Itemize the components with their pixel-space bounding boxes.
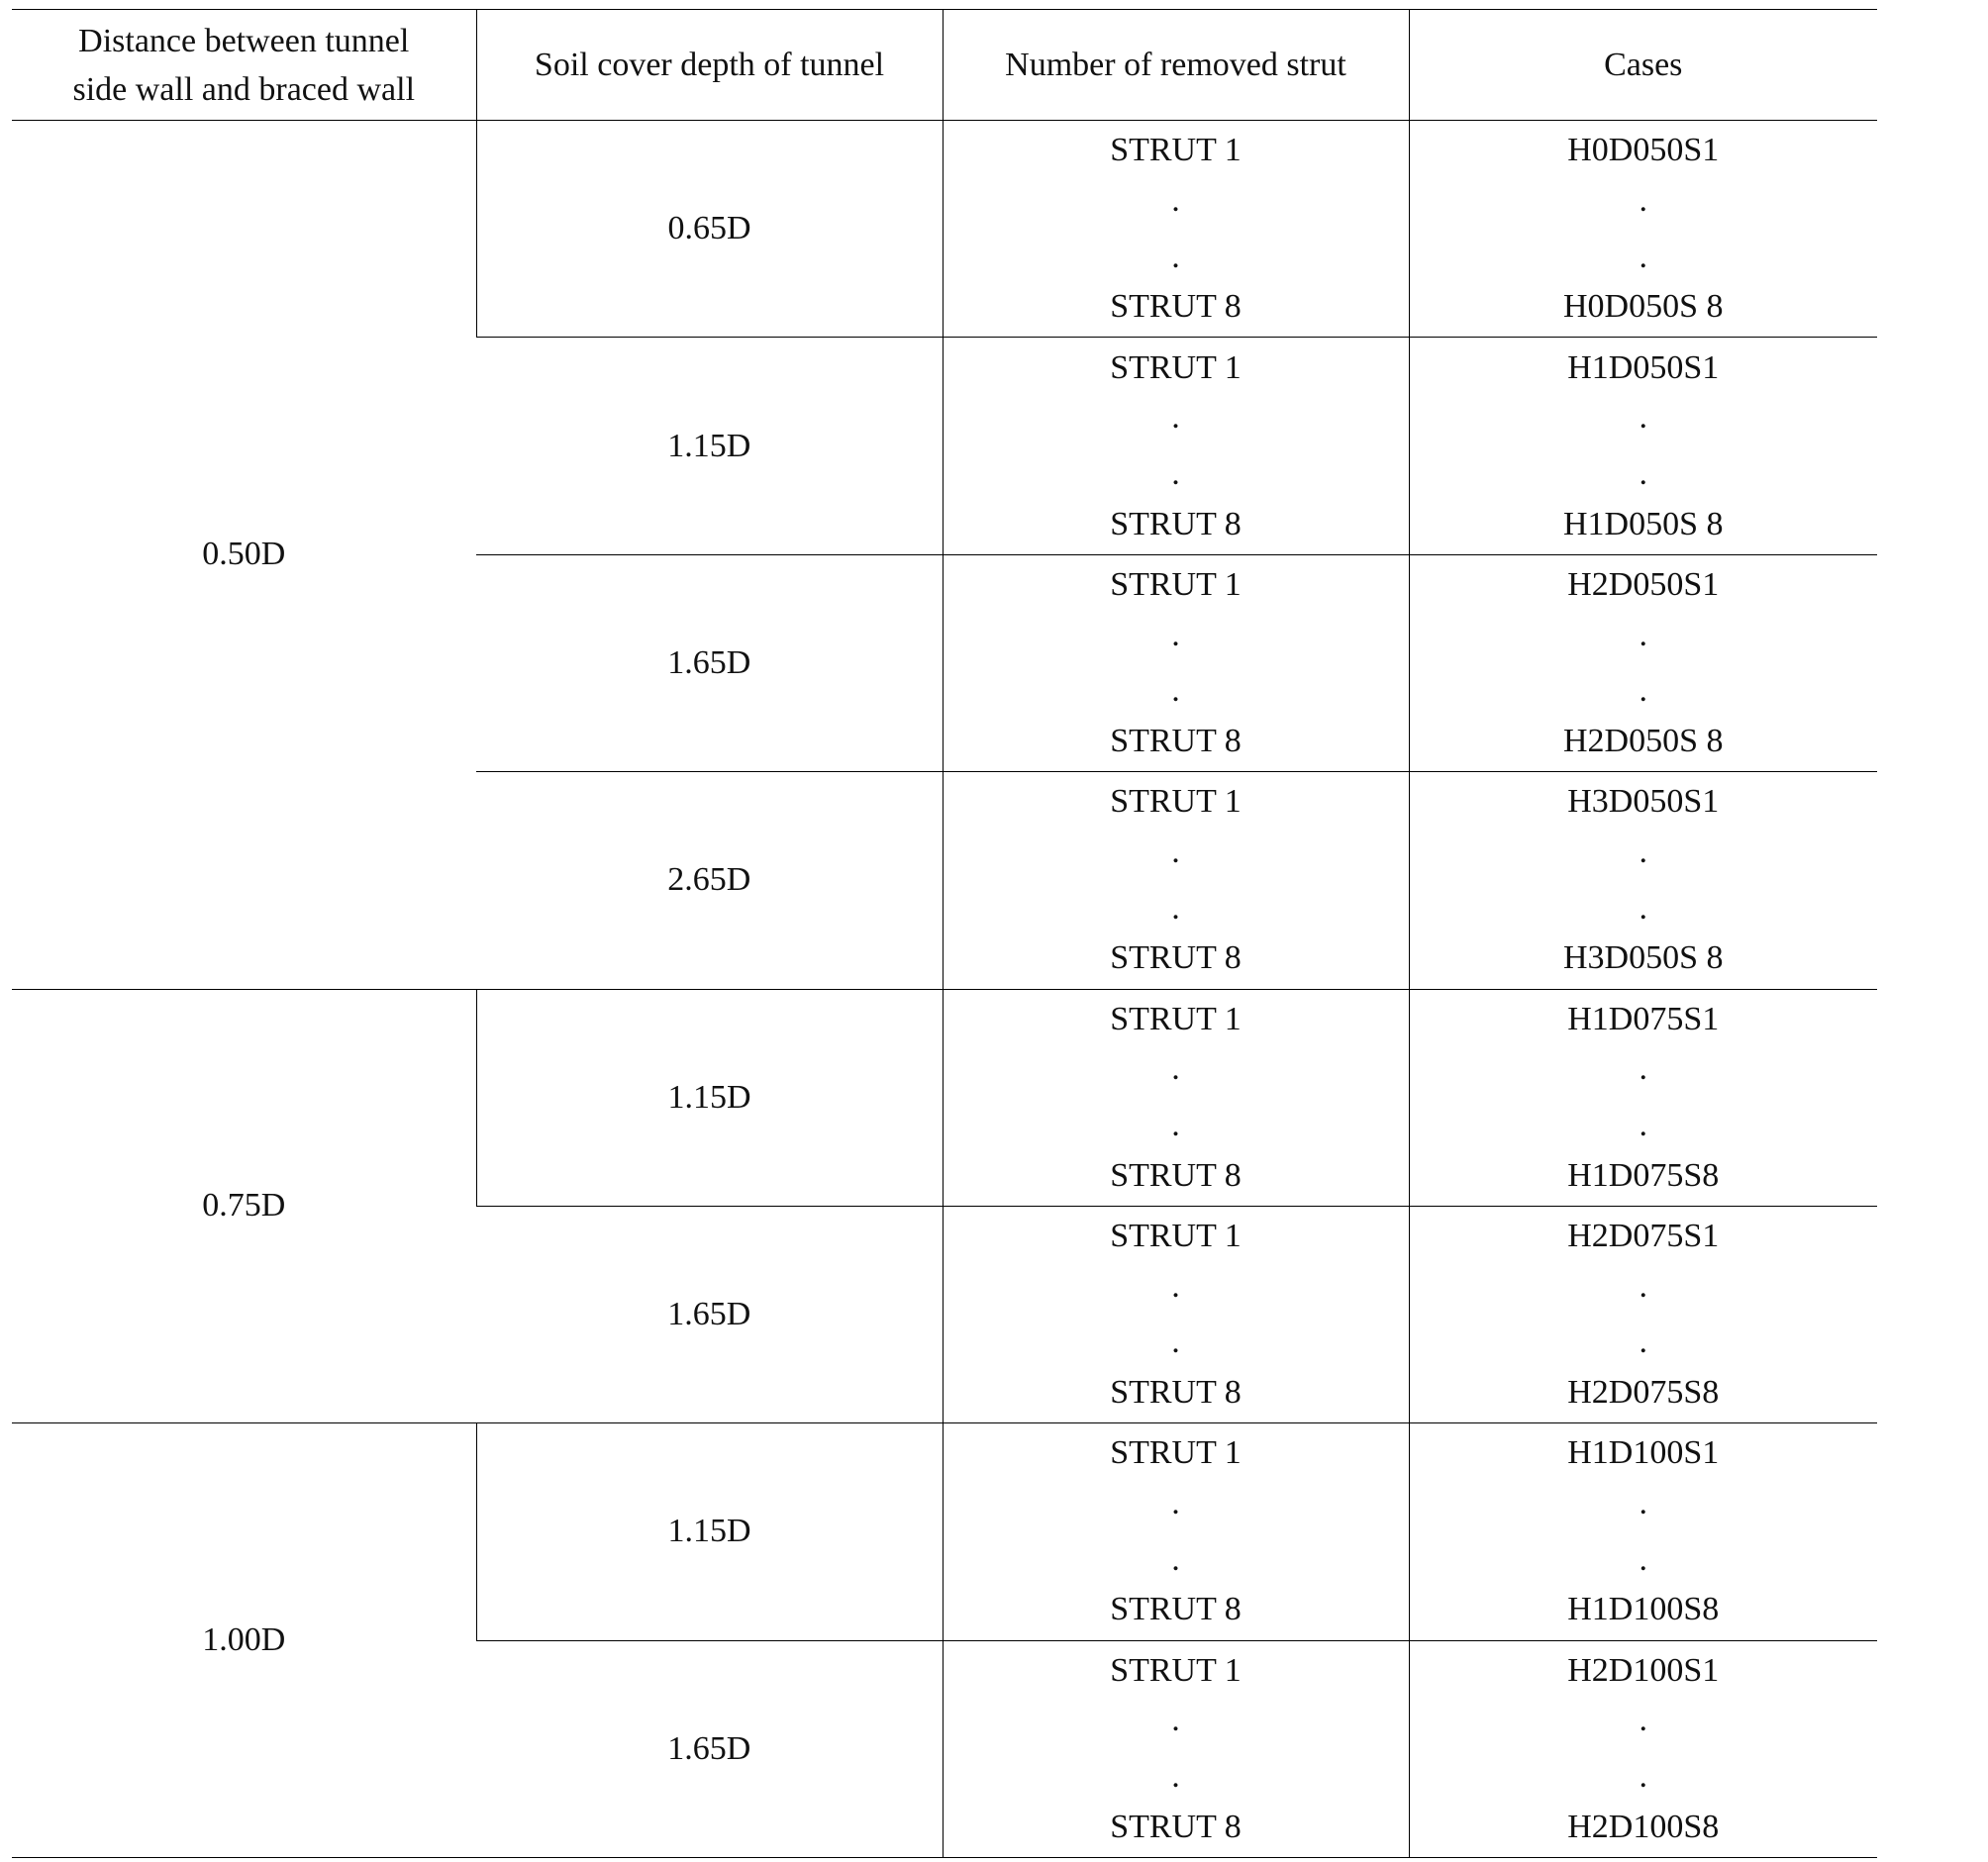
ellipsis-dot: . [1639,1050,1647,1088]
distance-cell: 0.75D [12,989,476,1423]
case-cell-stack [1410,1651,1878,1847]
soil-depth-cell: 1.65D [476,554,943,771]
case-cell [1409,989,1877,1206]
ellipsis-dot: . [1639,1485,1647,1522]
ellipsis-dot: . [1171,1267,1180,1305]
removed-strut-cell-value: STRUT 1 [1110,1651,1242,1689]
case-cell-stack [1410,1217,1878,1413]
case-cell-value: H2D050S1 [1567,565,1720,603]
soil-depth-cell: 1.15D [476,989,943,1206]
removed-strut-cell-value: STRUT 1 [1110,565,1242,603]
case-cell-value: H0D050S 8 [1562,288,1724,326]
ellipsis-dot: . [1639,833,1647,870]
ellipsis-dot: . [1171,181,1180,219]
ellipsis-dot: . [1639,1323,1647,1361]
case-cell-value: H1D075S8 [1567,1156,1720,1194]
case-cell-value: H3D050S1 [1567,783,1720,821]
ellipsis-dot: . [1171,238,1180,275]
case-cell-value: H1D075S1 [1567,1000,1720,1037]
case-cell-value: H1D050S 8 [1562,505,1724,542]
ellipsis-dot: . [1639,1107,1647,1143]
removed-strut-cell-value: STRUT 1 [1110,1218,1242,1255]
removed-strut-cell-stack [944,1217,1409,1413]
removed-strut-cell-value: STRUT 8 [1110,722,1242,759]
table-header [12,10,1877,121]
removed-strut-cell-stack [944,1000,1409,1196]
removed-strut-cell-value: STRUT 8 [1110,1156,1242,1194]
table-body [12,121,1877,1858]
ellipsis-dot: . [1171,1323,1180,1361]
ellipsis-dot: . [1639,454,1647,492]
removed-strut-cell-stack [944,131,1409,327]
ellipsis-dot: . [1171,399,1180,437]
distance-cell: 1.00D [12,1423,476,1858]
case-cell [1409,554,1877,771]
soil-depth-cell: 2.65D [476,772,943,989]
case-cell-stack [1410,131,1878,327]
removed-strut-cell-value: STRUT 1 [1110,783,1242,821]
ellipsis-dot: . [1171,1485,1180,1522]
ellipsis-dot: . [1171,1702,1180,1739]
ellipsis-dot: . [1639,238,1647,275]
case-cell-value: H2D075S8 [1567,1374,1720,1412]
removed-strut-cell-stack [944,1651,1409,1847]
ellipsis-dot: . [1639,399,1647,437]
removed-strut-cell-value: STRUT 8 [1110,288,1242,326]
soil-depth-cell: 1.15D [476,338,943,554]
case-cell-value: H3D050S 8 [1562,939,1724,977]
ellipsis-dot: . [1639,181,1647,219]
removed-strut-cell [943,121,1409,338]
case-cell [1409,1206,1877,1422]
case-cell-stack [1410,565,1878,761]
case-cell [1409,121,1877,338]
ellipsis-dot: . [1171,1050,1180,1088]
header-cases: Cases [1409,10,1877,121]
case-cell [1409,338,1877,554]
header-removed-strut: Number of removed strut [943,10,1409,121]
removed-strut-cell-value: STRUT 8 [1110,505,1242,542]
case-cell-value: H0D050S1 [1567,132,1720,169]
removed-strut-cell [943,338,1409,554]
case-cell-value: H2D050S 8 [1562,722,1724,759]
ellipsis-dot: . [1171,1758,1180,1796]
case-cell [1409,1640,1877,1857]
case-cell [1409,1423,1877,1640]
removed-strut-cell [943,1206,1409,1422]
case-cell-value: H1D050S1 [1567,348,1720,386]
removed-strut-cell-value: STRUT 8 [1110,1374,1242,1412]
removed-strut-cell-value: STRUT 8 [1110,1808,1242,1845]
removed-strut-cell-value: STRUT 1 [1110,348,1242,386]
removed-strut-cell [943,989,1409,1206]
ellipsis-dot: . [1171,1107,1180,1143]
case-cell-value: H1D100S8 [1567,1591,1720,1628]
removed-strut-cell-stack [944,1433,1409,1629]
removed-strut-cell [943,1640,1409,1857]
removed-strut-cell-value: STRUT 1 [1110,132,1242,169]
removed-strut-cell-value: STRUT 8 [1110,1591,1242,1628]
soil-depth-cell: 1.65D [476,1640,943,1857]
ellipsis-dot: . [1171,672,1180,710]
header-distance-line2: side wall and braced wall [72,70,416,108]
ellipsis-dot: . [1171,889,1180,927]
header-distance [12,10,476,121]
header-soil-cover: Soil cover depth of tunnel [476,10,943,121]
ellipsis-dot: . [1639,1540,1647,1578]
ellipsis-dot: . [1639,1702,1647,1739]
ellipsis-dot: . [1639,889,1647,927]
table-row [12,989,1877,1206]
case-cell [1409,772,1877,989]
soil-depth-cell: 0.65D [476,121,943,338]
soil-depth-cell: 1.15D [476,1423,943,1640]
ellipsis-dot: . [1171,833,1180,870]
case-cell-stack [1410,348,1878,544]
header-row [12,10,1877,121]
case-cell-stack [1410,1000,1878,1196]
removed-strut-cell [943,1423,1409,1640]
case-table [12,9,1877,1858]
ellipsis-dot: . [1639,1758,1647,1796]
removed-strut-cell-value: STRUT 1 [1110,1434,1242,1472]
removed-strut-cell-value: STRUT 1 [1110,1000,1242,1037]
distance-cell: 0.50D [12,121,476,990]
removed-strut-cell-stack [944,348,1409,544]
case-cell-value: H1D100S1 [1567,1434,1720,1472]
case-cell-value: H2D100S1 [1567,1651,1720,1689]
ellipsis-dot: . [1639,616,1647,653]
ellipsis-dot: . [1639,1267,1647,1305]
case-cell-stack [1410,782,1878,978]
removed-strut-cell-stack [944,782,1409,978]
removed-strut-cell-value: STRUT 8 [1110,939,1242,977]
ellipsis-dot: . [1639,672,1647,710]
table-row [12,1423,1877,1640]
removed-strut-cell [943,772,1409,989]
soil-depth-cell: 1.65D [476,1206,943,1422]
case-cell-value: H2D100S8 [1567,1808,1720,1845]
header-distance-line1: Distance between tunnel [78,22,410,59]
ellipsis-dot: . [1171,1540,1180,1578]
removed-strut-cell [943,554,1409,771]
ellipsis-dot: . [1171,616,1180,653]
ellipsis-dot: . [1171,454,1180,492]
removed-strut-cell-stack [944,565,1409,761]
table-row [12,121,1877,338]
case-cell-stack [1410,1433,1878,1629]
case-cell-value: H2D075S1 [1567,1218,1720,1255]
